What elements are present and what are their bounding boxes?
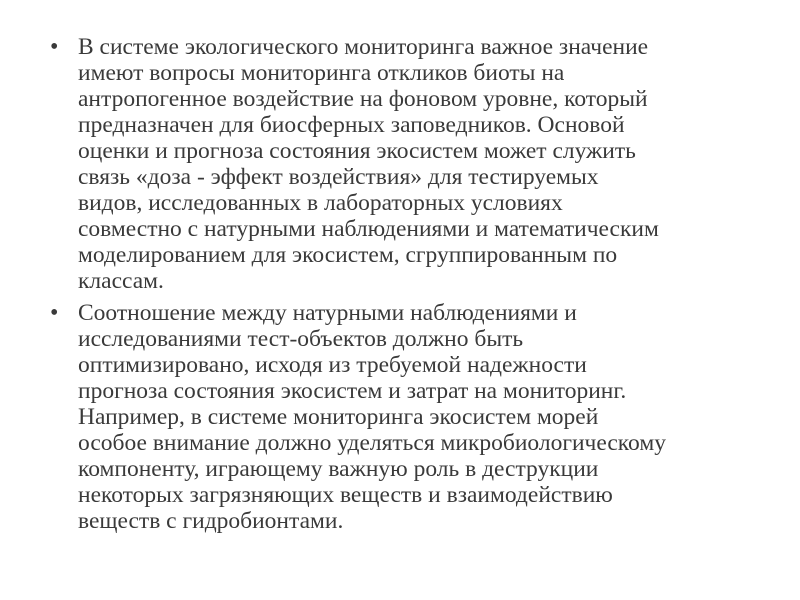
bullet-item-ratio: [46, 300, 766, 534]
bullet-marker: •: [50, 34, 59, 60]
bullet-item-monitoring: [46, 34, 766, 294]
bullet-list: [46, 34, 766, 540]
bullet-text: В системе экологического мониторинга важное значение имеют вопросы мониторинга откликов биоты на антропогенное воздействие на фоновом уровне, который предназначен для биосферных заповедников. Основой оценки и прогноза состояния экосистем может служить связь «доза - эффект воздействия» для тестируемых видов, исследованных в лабораторных условиях совместно с натурными наблюдениями и математическим моделированием для экосистем, сгруппированным по классам.: [78, 34, 659, 294]
bullet-marker: •: [50, 300, 59, 326]
bullet-text: Соотношение между натурными наблюдениями и исследованиями тест-объектов должно быть оптимизировано, исходя из требуемой надежности прогноза состояния экосистем и затрат на мониторинг. Например, в системе мониторинга экосистем морей особое внимание должно уделяться микробиологическому компоненту, играющему важную роль в деструкции некоторых загрязняющих веществ и взаимодействию веществ с гидробионтами.: [78, 300, 666, 534]
